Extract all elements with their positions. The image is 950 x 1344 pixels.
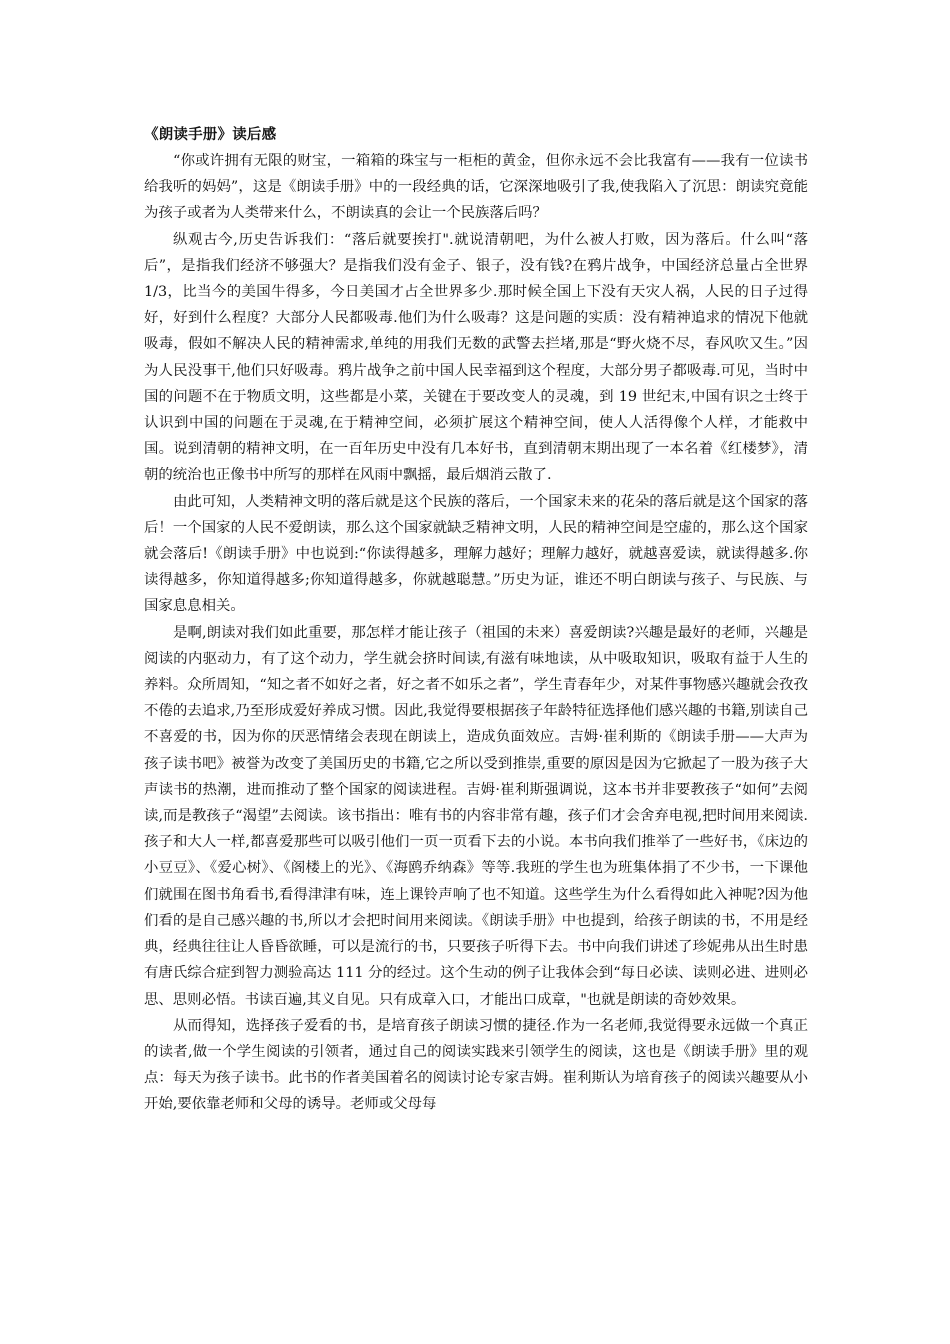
paragraph-4: 是啊,朗读对我们如此重要，那怎样才能让孩子（祖国的未来）喜爱朗读?兴趣是最好的老师，兴趣是阅读的内驱动力，有了这个动力，学生就会挤时间读,有滋有味地读，从中吸取知识，吸取有益于人生的养料。众所周知，“知之者不如好之者，好之者不如乐之者”，学生青春年少，对某件事物感兴趣就会孜孜不倦的去追求,乃至形成爱好养成习惯。因此,我觉得要根据孩子年龄特征选择他们感兴趣的书籍,别读自己不喜爱的书，因为你的厌恶情绪会表现在朗读上，造成负面效应。吉姆·崔利斯的《朗读手册——大声为孩子读书吧》被誉为改变了美国历史的书籍,它之所以受到推崇,重要的原因是因为它掀起了一股为孩子大声读书的热潮，进而推动了整个国家的阅读进程。吉姆·崔利斯强调说，这本书并非要教孩子“如何”去阅读,而是教孩子“渴望”去阅读。该书指出：唯有书的内容非常有趣，孩子们才会舍弃电视,把时间用来阅读.孩子和大人一样,都喜爱那些可以吸引他们一页一页看下去的小说。本书向我们推举了一些好书，《床边的小豆豆》、《爱心树》、《阁楼上的光》、《海鸥乔纳森》等等.我班的学生也为班集体捐了不少书，一下课他们就围在图书角看书,看得津津有味，连上课铃声响了也不知道。这些学生为什么看得如此入神呢?因为他们看的是自己感兴趣的书,所以才会把时间用来阅读。《朗读手册》中也提到，给孩子朗读的书，不用是经典，经典往往让人昏昏欲睡，可以是流行的书，只要孩子听得下去。书中向我们讲述了珍妮弗从出生时患有唐氏综合症到智力测验高达 111 分的经过。这个生动的例子让我体会到“每日必读、读则必进、进则必思、思则必悟。书读百遍,其义自见。只有成章入口，才能出口成章，"也就是朗读的奇妙效果。 bbox=[144, 624, 808, 1008]
paragraph-5: 从而得知，选择孩子爱看的书，是培育孩子朗读习惯的捷径.作为一名老师,我觉得要永远做一个真正的读者,做一个学生阅读的引领者，通过自己的阅读实践来引领学生的阅读，这也是《朗读手册》里的观点：每天为孩子读书。此书的作者美国着名的阅读讨论专家吉姆。崔利斯认为培育孩子的阅读兴趣要从小开始,要依靠老师和父母的诱导。老师或父母每 bbox=[144, 1017, 808, 1113]
paragraph-2: 纵观古今,历史告诉我们：“落后就要挨打".就说清朝吧，为什么被人打败，因为落后。什么叫“落后”，是指我们经济不够强大？是指我们没有金子、银子，没有钱?在鸦片战争，中国经济总量占全世界 1/3，比当今的美国牛得多，今日美国才占全世界多少.那时候全国上下没有天灾人祸，人民的日子过得好，好到什么程度？大部分人民都吸毒.他们为什么吸毒？这是问题的实质：没有精神追求的情况下他就吸毒，假如不解决人民的精神需求,单纯的用我们无数的武警去拦堵,那是“野火烧不尽，春风吹又生。”因为人民没事干,他们只好吸毒。鸦片战争之前中国人民幸福到这个程度，大部分男子都吸毒.可见，当时中国的问题不在于物质文明，这些都是小菜，关键在于要改变人的灵魂，到 19 世纪末,中国有识之士终于认识到中国的问题在于灵魂,在于精神空间，必须扩展这个精神空间，使人人活得像个人样，才能救中国。说到清朝的精神文明，在一百年历史中没有几本好书，直到清朝末期出现了一本名着《红楼梦》，清朝的统治也正像书中所写的那样在风雨中飘摇，最后烟消云散了. bbox=[144, 231, 808, 484]
document-page bbox=[144, 122, 808, 1118]
paragraph-3: 由此可知，人类精神文明的落后就是这个民族的落后，一个国家未来的花朵的落后就是这个国家的落后！一个国家的人民不爱朗读，那么这个国家就缺乏精神文明，人民的精神空间是空虚的，那么这个国家就会落后!《朗读手册》中也说到:“你读得越多，理解力越好；理解力越好，就越喜爱读，就读得越多.你读得越多，你知道得越多;你知道得越多，你就越聪慧。”历史为证，谁还不明白朗读与孩子、与民族、与国家息息相关。 bbox=[144, 493, 808, 615]
paragraph-1: “你或许拥有无限的财宝，一箱箱的珠宝与一柜柜的黄金，但你永远不会比我富有——我有一位读书给我听的妈妈”，这是《朗读手册》中的一段经典的话，它深深地吸引了我,使我陷入了沉思：朗读究竟能为孩子或者为人类带来什么，不朗读真的会让一个民族落后吗？ bbox=[144, 153, 808, 222]
document-title: 《朗读手册》读后感 bbox=[144, 127, 277, 143]
